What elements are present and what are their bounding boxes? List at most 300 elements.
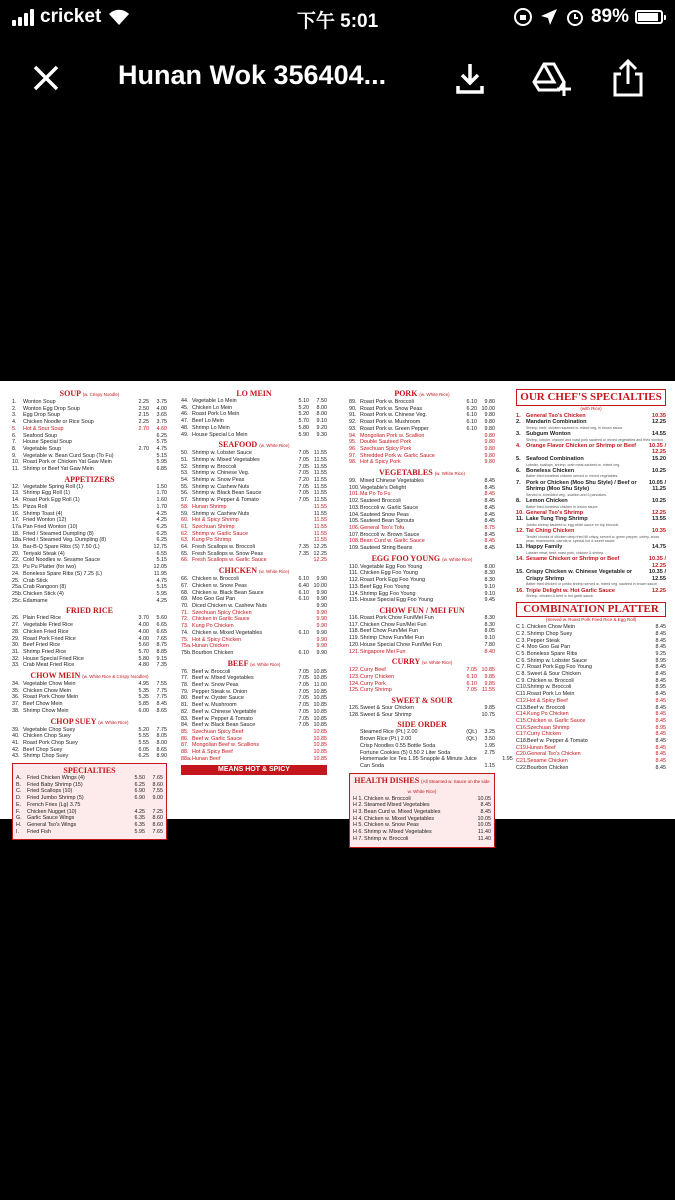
item-name: Beef w. Black Bean Sauce <box>192 722 256 729</box>
menu-item <box>349 545 495 552</box>
item-name: Vegetable Chop Suey <box>23 726 76 733</box>
item-price-small: 5.20 <box>298 404 309 411</box>
menu-item <box>181 736 327 743</box>
item-price-small <box>131 490 149 497</box>
item-price-small: 7.20 <box>298 477 309 484</box>
item-number: 59. <box>181 510 189 517</box>
item-price-large: 11.55 <box>313 470 327 477</box>
chef-special-item <box>516 569 666 582</box>
section-title-text: FRIED RICE <box>66 606 113 616</box>
item-number: 62. <box>181 530 189 537</box>
item-price-large: 9.90 <box>316 576 327 583</box>
item-description: Lobster, scallops, shrimp, crab meat sauteed w. mixed veg. <box>526 462 621 467</box>
item-number: C12. <box>516 697 528 704</box>
item-name: Crab Stick <box>23 577 48 584</box>
item-price-small <box>131 598 149 605</box>
item-price-large: 1.70 <box>156 490 167 497</box>
item-number: 94. <box>349 432 357 439</box>
item-number: C11. <box>516 691 527 698</box>
item-name: Beef Chop Suey <box>23 746 63 753</box>
item-price-large: 8.45 <box>480 809 491 816</box>
item-price-large: 9.20 <box>316 424 327 431</box>
item-number: 58. <box>181 503 189 510</box>
item-name: Fried Scallops (10) <box>27 788 73 795</box>
item-price-large: 10.85 <box>313 728 327 735</box>
item-price-large: 10.85 <box>313 708 327 715</box>
combo-item <box>516 751 666 758</box>
item-name: Chicken w. Broccoli <box>192 576 239 583</box>
item-name: Sauteed Broccoli <box>360 498 401 505</box>
item-price: 8.45 <box>655 751 666 758</box>
item-name: Mongolian Pork w. Scallion <box>360 432 425 439</box>
menu-item <box>12 636 167 643</box>
item-name: Boneless Chicken <box>526 467 575 474</box>
item-name: Shrimp Toast (4) <box>23 510 63 517</box>
item-price-large: 9.90 <box>316 596 327 603</box>
section-title <box>349 657 495 667</box>
item-price-large: 9.80 <box>484 419 495 426</box>
item-price-large: 8.45 <box>156 701 167 708</box>
item-price-large: 7.55 <box>152 788 163 795</box>
item-price-large: 7.65 <box>156 635 167 642</box>
item-price-large: 11.40 <box>477 829 491 836</box>
menu-item <box>349 705 495 712</box>
section-note: (w. White Rice & Crispy Noodles) <box>82 674 149 680</box>
item-price-small: 4.00 <box>138 628 149 635</box>
menu-section-curry <box>349 657 495 694</box>
menu-column-1 <box>12 389 167 840</box>
item-price-large: 11.55 <box>313 456 327 463</box>
item-name: General Tso's Shrimp <box>526 509 584 516</box>
section-note: (w. Crispy Noodle) <box>82 392 120 397</box>
download-icon[interactable] <box>448 56 492 100</box>
item-price-large: 9.80 <box>484 452 495 459</box>
item-price-small <box>291 729 309 736</box>
menu-item <box>181 405 327 412</box>
menu-section-sweet-sour <box>349 696 495 718</box>
item-number: 9. <box>12 452 17 459</box>
section-title <box>181 440 327 450</box>
item-name: Beef w. Pepper & Tomato <box>527 738 588 745</box>
item-number: 25a. <box>12 584 23 591</box>
menu-item <box>12 399 167 406</box>
item-price: 10.35 / 12.55 <box>648 569 666 582</box>
item-name: Roast Pork w. Green Pepper <box>360 425 429 432</box>
item-price-small <box>459 570 477 577</box>
item-name: Fresh Scallops w. Garlic Sauce <box>192 557 267 564</box>
item-number: 78. <box>181 682 189 689</box>
item-name: Hunan Chicken <box>192 643 229 650</box>
item-price-small <box>459 564 477 571</box>
item-number: C 3. <box>516 637 526 644</box>
item-price-small <box>459 498 477 505</box>
item-price: 10.35 / 12.25 <box>648 556 666 569</box>
item-price-large: 4.75 <box>156 445 167 452</box>
item-price-large: 10.05 <box>477 815 491 822</box>
item-name: Fried / Steamed Veg. Dumpling (8) <box>23 537 106 544</box>
item-name: Seafood Combination <box>526 456 584 463</box>
item-price-small <box>131 551 149 558</box>
item-price-large: 9.90 <box>316 623 327 630</box>
item-name: Happy Family <box>526 544 563 551</box>
item-price-small <box>131 439 149 446</box>
chef-specialties-list <box>516 413 666 599</box>
chef-special-item <box>516 510 666 517</box>
menu-section-lo-mein <box>181 389 327 438</box>
item-price-small: 6.35 <box>134 821 145 828</box>
item-price: 9.25 <box>655 650 666 657</box>
item-name: Fried / Steamed Dumpling (8) <box>23 530 94 537</box>
item-name: Ma Po To Fu <box>360 491 391 498</box>
item-name: Vegetable Lo Mein <box>192 398 237 404</box>
section-title-text: CHOP SUEY <box>50 716 97 726</box>
item-price-large: 4.00 <box>156 405 167 412</box>
item-price-small: 5.20 <box>138 726 149 733</box>
close-icon[interactable] <box>26 58 66 98</box>
item-number: C16. <box>516 724 528 731</box>
item-price-small <box>131 531 149 538</box>
item-price-large: 6.65 <box>156 622 167 629</box>
menu-item <box>181 643 327 650</box>
chef-specialties-note: (with Rice) <box>580 406 602 411</box>
item-name: Kung Po Shrimp <box>192 537 232 544</box>
item-price-small <box>459 478 477 485</box>
item-number: 11. <box>12 466 20 473</box>
item-name: Shrimp w. Pepper & Tomato <box>192 497 259 504</box>
chef-special-item <box>516 468 666 475</box>
menu-item <box>12 694 167 701</box>
item-price-small <box>459 615 477 622</box>
item-number: C13. <box>516 704 528 711</box>
combination-platter-title: COMBINATION PLATTER <box>516 602 666 617</box>
item-price-small <box>459 525 477 532</box>
item-price-small <box>459 712 477 719</box>
item-name: Roast Pork w. Chinese Veg. <box>360 412 427 419</box>
item-number: 81. <box>181 702 189 709</box>
item-price-small <box>455 836 473 843</box>
item-name: Shrimp Egg Roll (1) <box>23 490 71 497</box>
item-name: Orange Flavor Chicken or Shrimp or Beef <box>526 442 637 449</box>
item-name: French Fries (Lg) 3.75 <box>27 801 81 808</box>
item-description: Batter fried boneless chicken in lemon sauce. <box>526 504 599 509</box>
item-name: Beef w. Oyster Sauce <box>192 695 244 702</box>
item-name: Bar-B-Q Spare Ribs (S) 7.50 (L) <box>23 544 100 551</box>
item-price-large: 9.90 <box>316 636 327 643</box>
menu-item <box>12 753 167 760</box>
item-number: 97. <box>349 452 357 459</box>
item-number: 8. <box>516 498 521 505</box>
item-price-large: 8.65 <box>156 746 167 753</box>
menu-item <box>181 418 327 425</box>
menu-section-fried-rice <box>12 606 167 669</box>
item-price-small <box>459 591 477 598</box>
item-price-small: 5.35 <box>138 687 149 694</box>
item-name: Bean Curd w. Mixed Vegetables <box>364 809 441 816</box>
item-price-large: 8.45 <box>484 491 495 498</box>
item-price-large: 10.00 <box>313 582 327 589</box>
menu-item <box>349 532 495 539</box>
item-price-large: 10.85 <box>313 695 327 702</box>
item-number: C15. <box>516 717 528 724</box>
combo-item <box>516 671 666 678</box>
item-name: Roast Pork Egg Foo Young <box>360 577 426 584</box>
menu-item <box>349 577 495 584</box>
battery-percent: 89% <box>590 6 629 27</box>
menu-item <box>16 822 163 829</box>
menu-item <box>12 419 167 426</box>
item-number: E. <box>16 801 22 808</box>
item-price: 12.25 <box>652 419 666 426</box>
menu-item <box>12 504 167 511</box>
menu-item <box>349 453 495 460</box>
menu-item <box>349 512 495 519</box>
item-price-large: 1.15 <box>484 762 495 769</box>
item-number: C20. <box>516 751 528 758</box>
item-number: 19. <box>12 544 20 551</box>
item-price-small <box>455 796 473 803</box>
item-price-small <box>459 532 477 539</box>
item-number: 111. <box>349 570 359 577</box>
menu-item <box>181 756 327 763</box>
menu-item <box>181 716 327 723</box>
item-number: H 7. <box>353 835 363 842</box>
google-drive-add-icon[interactable] <box>528 56 572 100</box>
menu-item <box>12 412 167 419</box>
battery-icon <box>635 10 663 24</box>
menu-section-vegetables <box>349 468 495 552</box>
carrier-name: cricket <box>40 6 102 27</box>
item-price-small: 2.70 <box>138 445 149 452</box>
item-number <box>349 736 360 743</box>
item-name: Chicken Stick (4) <box>23 590 64 597</box>
item-name: Can Soda <box>360 762 384 769</box>
menu-section-chop-suey <box>12 717 167 761</box>
title-bar <box>0 40 675 120</box>
menu-item <box>353 796 491 803</box>
section-title-text: CHICKEN <box>218 566 257 576</box>
item-description: Batter fried boneless chicken served w. mixed vegetables. <box>526 474 619 479</box>
item-number: 13. <box>12 490 20 497</box>
menu-item <box>181 603 327 610</box>
item-price: 8.45 <box>655 717 666 724</box>
item-price-small <box>459 622 477 629</box>
item-price-small <box>131 591 149 598</box>
section-title-text: CURRY <box>391 657 421 667</box>
menu-item <box>181 749 327 756</box>
menu-item <box>181 517 327 524</box>
section-note: (w. White Rice) <box>434 471 465 477</box>
item-price-large: 5.60 <box>156 615 167 622</box>
section-title <box>349 468 495 478</box>
item-price-large: 8.05 <box>156 733 167 740</box>
item-name: Shrimp w. Broccoli <box>364 835 409 842</box>
item-price-large: 5.95 <box>156 459 167 466</box>
menu-item <box>12 656 167 663</box>
menu-item <box>181 709 327 716</box>
menu-item <box>181 524 327 531</box>
combo-item <box>516 638 666 645</box>
item-number: H 3. <box>353 809 363 816</box>
menu-item <box>12 446 167 453</box>
combo-item <box>516 745 666 752</box>
item-price-small: 6.10 <box>466 680 477 687</box>
item-number: I. <box>16 828 19 835</box>
item-number: 108. <box>349 538 360 545</box>
item-price-large: 8.45 <box>484 538 495 545</box>
chef-special-item <box>516 480 666 493</box>
item-price-large: 7.75 <box>156 687 167 694</box>
item-number: 116. <box>349 614 360 621</box>
item-price-large: 7.35 <box>156 662 167 669</box>
item-price-small <box>131 557 149 564</box>
menu-item <box>349 478 495 485</box>
item-price-large: 3.75 <box>156 419 167 426</box>
item-price-large: 9.00 <box>152 795 163 802</box>
item-number: 10. <box>516 509 524 516</box>
item-number: C 6. <box>516 657 526 664</box>
item-price: 8.45 <box>655 738 666 745</box>
item-number: D. <box>16 795 22 802</box>
section-title <box>16 766 163 775</box>
item-price-large: 1.95 <box>502 756 513 763</box>
menu-item <box>181 590 327 597</box>
item-number: 68. <box>181 589 189 596</box>
item-price-small <box>291 531 309 538</box>
item-name: House Special Fried Rice <box>23 655 84 662</box>
item-number: H. <box>16 821 22 828</box>
item-price-small <box>459 459 477 466</box>
item-price-small <box>291 603 309 610</box>
item-name: Beef w. Mushroom <box>192 702 237 709</box>
menu-column-3 <box>349 389 513 848</box>
item-price-small: 6.10 <box>298 576 309 583</box>
item-name: Curry Shrimp <box>360 687 392 694</box>
item-name: Boneless Spare Ribs (S) 7.25 (L) <box>23 570 103 577</box>
item-name: Kung Po Chicken <box>192 623 234 630</box>
section-title-text: VEGETABLES <box>379 468 433 478</box>
item-price-small: 6.90 <box>134 795 145 802</box>
menu-item <box>12 466 167 473</box>
item-name: Beef w. Garlic Sauce <box>192 735 243 742</box>
item-name: Singapore Mei Fun <box>360 648 406 655</box>
item-price-small <box>459 512 477 519</box>
item-price-large: 3.50 <box>484 736 495 743</box>
item-price: 8.45 <box>655 644 666 651</box>
item-name: Pork or Chicken (Moo Shu Style) / Beef or Shrimp (Moo Shu Style) <box>526 479 637 493</box>
item-price-small <box>459 439 477 446</box>
item-name: Shrimp Lo Mein <box>192 424 230 431</box>
item-price-small: 5.90 <box>298 431 309 438</box>
item-number: C14. <box>516 711 528 718</box>
share-icon[interactable] <box>606 56 650 100</box>
item-price-small <box>131 571 149 578</box>
menu-item <box>12 622 167 629</box>
item-number: 2. <box>12 405 17 412</box>
item-price-large: 7.50 <box>316 398 327 404</box>
item-number: 11. <box>516 516 524 523</box>
item-name: Roast Pork Lo Mein <box>192 411 240 418</box>
item-price: 8.95 <box>655 684 666 691</box>
item-price-large: 10.75 <box>481 711 495 718</box>
item-price: 10.25 <box>652 498 666 505</box>
item-name: Roast Pork Egg Roll (1) <box>23 497 80 504</box>
menu-item <box>181 432 327 439</box>
item-number: 126. <box>349 705 360 712</box>
item-number: 46. <box>181 411 189 418</box>
item-price-small: 6.10 <box>298 589 309 596</box>
item-number: C22. <box>516 764 528 771</box>
item-price-large: 8.60 <box>152 781 163 788</box>
item-name: Chicken w. Garlic Sauce <box>527 717 586 724</box>
combo-item <box>516 705 666 712</box>
item-price-small: 7.05 <box>466 667 477 674</box>
item-price-small: 5.60 <box>138 642 149 649</box>
item-price-small: 7.05 <box>298 490 309 497</box>
item-price-small: 5.10 <box>298 398 309 404</box>
item-name: Roast Pork Chow Mein <box>23 694 79 701</box>
menu-item <box>181 630 327 637</box>
item-name: Pan Fried Wonton (10) <box>23 523 78 530</box>
item-price: 8.95 <box>655 657 666 664</box>
item-number: 104. <box>349 511 360 518</box>
item-price-small: 6.05 <box>138 746 149 753</box>
item-name: House Special Egg Foo Young <box>360 597 434 604</box>
item-price-small: 5.50 <box>134 775 145 782</box>
section-title <box>349 720 495 729</box>
item-price-small <box>459 577 477 584</box>
item-name: Chicken Chow Mein <box>527 624 575 631</box>
item-price-small: 7.05 <box>298 695 309 702</box>
menu-item <box>181 464 327 471</box>
item-name: Hot & Spicy Beef <box>192 749 233 756</box>
item-description: Shrimp, lobster, chicken and roast pork sauteed w. mixed vegetables and fried wonton. <box>526 437 664 442</box>
section-title-text: SWEET & SOUR <box>391 696 453 706</box>
item-price-large: 9.80 <box>484 445 495 452</box>
item-price-small: 7.05 <box>298 456 309 463</box>
hot-spicy-banner: MEANS HOT & SPICY <box>181 765 327 775</box>
item-number: 14. <box>516 556 524 563</box>
item-number: 5. <box>516 456 521 463</box>
chef-special-item <box>516 588 666 595</box>
item-number: 95. <box>349 439 357 446</box>
menu-item <box>349 622 495 629</box>
item-name: Szechuan Shrimp <box>527 724 570 731</box>
menu-item <box>181 682 327 689</box>
item-price-large: 5.15 <box>156 584 167 591</box>
item-name: Shrimp w. Cashew Nuts <box>192 510 250 517</box>
item-price-small <box>131 484 149 491</box>
item-number: 72. <box>181 616 189 623</box>
item-price-large: 9.85 <box>484 680 495 687</box>
item-name: General Tso's Tofu <box>360 524 405 531</box>
menu-item <box>12 571 167 578</box>
menu-item <box>12 740 167 747</box>
item-price-large: 5.95 <box>156 590 167 597</box>
item-price-small: 6.10 <box>466 425 477 432</box>
item-price-large: 11.55 <box>313 497 327 504</box>
item-number: 28. <box>12 628 20 635</box>
item-price: 12.25 <box>652 587 666 594</box>
item-price-small <box>131 517 149 524</box>
alarm-icon <box>565 7 585 27</box>
item-number: 79. <box>181 688 189 695</box>
item-price-large: 10.85 <box>313 722 327 729</box>
status-time: 下午 5:01 <box>296 11 379 32</box>
menu-column-4 <box>516 389 666 772</box>
menu-document[interactable] <box>0 381 675 842</box>
section-title-text: SOUP <box>59 389 81 398</box>
item-price-small: 6.25 <box>134 781 145 788</box>
